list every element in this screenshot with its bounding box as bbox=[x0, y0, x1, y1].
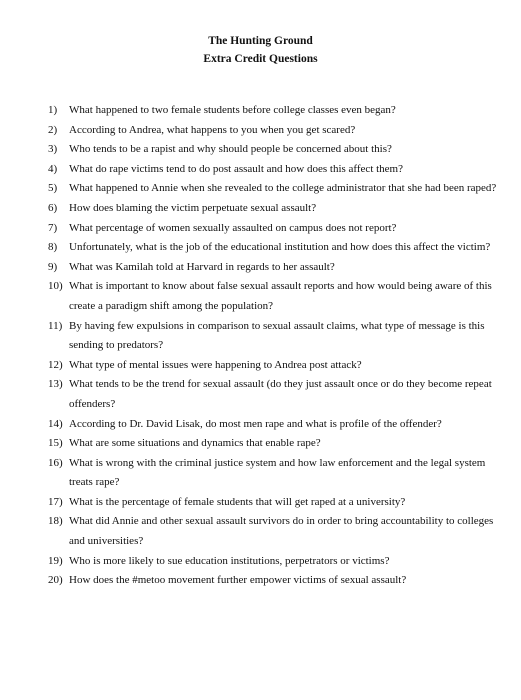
question-item bbox=[48, 101, 503, 121]
question-text: How does blaming the victim perpetuate sexual assault? bbox=[69, 201, 317, 214]
question-item bbox=[48, 121, 503, 141]
document-header bbox=[0, 32, 521, 68]
question-text: What are some situations and dynamics that enable rape? bbox=[69, 437, 321, 450]
question-number: 15) bbox=[48, 437, 63, 450]
question-text: What is wrong with the criminal justice system and how law enforcement and the legal system treats rape? bbox=[69, 456, 486, 489]
question-text: What percentage of women sexually assaulted on campus does not report? bbox=[69, 221, 397, 234]
question-text: What tends to be the trend for sexual assault (do they just assault once or do they become repeat offenders? bbox=[69, 378, 492, 410]
question-item bbox=[48, 219, 503, 239]
question-text: What do rape victims tend to do post assault and how does this affect them? bbox=[69, 162, 403, 175]
question-text: What happened to Annie when she revealed to the college administrator that she had been raped? bbox=[69, 182, 497, 195]
question-number: 16) bbox=[48, 456, 63, 469]
question-item bbox=[48, 179, 503, 199]
question-text: What happened to two female students before college classes even began? bbox=[69, 104, 396, 116]
question-text: Unfortunately, what is the job of the educational institution and how does this affect the victim? bbox=[69, 241, 491, 254]
question-text: What did Annie and other sexual assault survivors do in order to bring accountability to colleges and universities? bbox=[69, 515, 494, 548]
question-number: 17) bbox=[48, 495, 63, 508]
question-list bbox=[48, 101, 503, 591]
question-text: Who is more likely to sue education institutions, perpetrators or victims? bbox=[69, 554, 390, 567]
question-number: 14) bbox=[48, 417, 63, 430]
question-item bbox=[48, 571, 503, 591]
question-item bbox=[48, 493, 503, 513]
question-number: 18) bbox=[48, 515, 63, 528]
question-number: 7) bbox=[48, 221, 58, 234]
question-number: 9) bbox=[48, 260, 58, 273]
question-text: Who tends to be a rapist and why should people be concerned about this? bbox=[69, 143, 392, 156]
question-item bbox=[48, 356, 503, 376]
question-text: According to Dr. David Lisak, do most men rape and what is profile of the offender? bbox=[69, 417, 442, 430]
question-item bbox=[48, 140, 503, 160]
question-text: What type of mental issues were happening to Andrea post attack? bbox=[69, 358, 362, 371]
question-item bbox=[48, 454, 503, 493]
question-item bbox=[48, 238, 503, 258]
question-number: 1) bbox=[48, 104, 58, 116]
question-item bbox=[48, 317, 503, 356]
question-number: 3) bbox=[48, 143, 58, 156]
question-item bbox=[48, 199, 503, 219]
question-number: 6) bbox=[48, 201, 58, 214]
question-item bbox=[48, 375, 503, 414]
question-text: By having few expulsions in comparison to sexual assault claims, what type of message is this sending to predators? bbox=[69, 319, 485, 352]
question-item bbox=[48, 434, 503, 454]
question-text: What is important to know about false sexual assault reports and how would being aware of this create a paradigm shift among the population? bbox=[69, 280, 492, 312]
question-text: What is the percentage of female students that will get raped at a university? bbox=[69, 495, 406, 508]
question-number: 10) bbox=[48, 280, 63, 293]
question-number: 8) bbox=[48, 241, 58, 254]
question-item bbox=[48, 160, 503, 180]
question-item bbox=[48, 552, 503, 572]
question-number: 12) bbox=[48, 358, 63, 371]
question-item bbox=[48, 415, 503, 435]
question-number: 20) bbox=[48, 574, 63, 587]
question-item bbox=[48, 258, 503, 278]
question-text: How does the #metoo movement further empower victims of sexual assault? bbox=[69, 574, 407, 587]
question-item bbox=[48, 512, 503, 551]
document-title: The Hunting Ground bbox=[208, 35, 313, 47]
question-number: 5) bbox=[48, 182, 58, 195]
question-item bbox=[48, 277, 503, 316]
question-text: What was Kamilah told at Harvard in regards to her assault? bbox=[69, 260, 335, 273]
question-number: 2) bbox=[48, 123, 58, 136]
document-subtitle: Extra Credit Questions bbox=[203, 53, 318, 65]
question-number: 13) bbox=[48, 378, 63, 391]
question-number: 11) bbox=[48, 319, 63, 332]
question-text: According to Andrea, what happens to you when you get scared? bbox=[69, 123, 356, 136]
question-number: 4) bbox=[48, 162, 58, 175]
question-number: 19) bbox=[48, 554, 63, 567]
